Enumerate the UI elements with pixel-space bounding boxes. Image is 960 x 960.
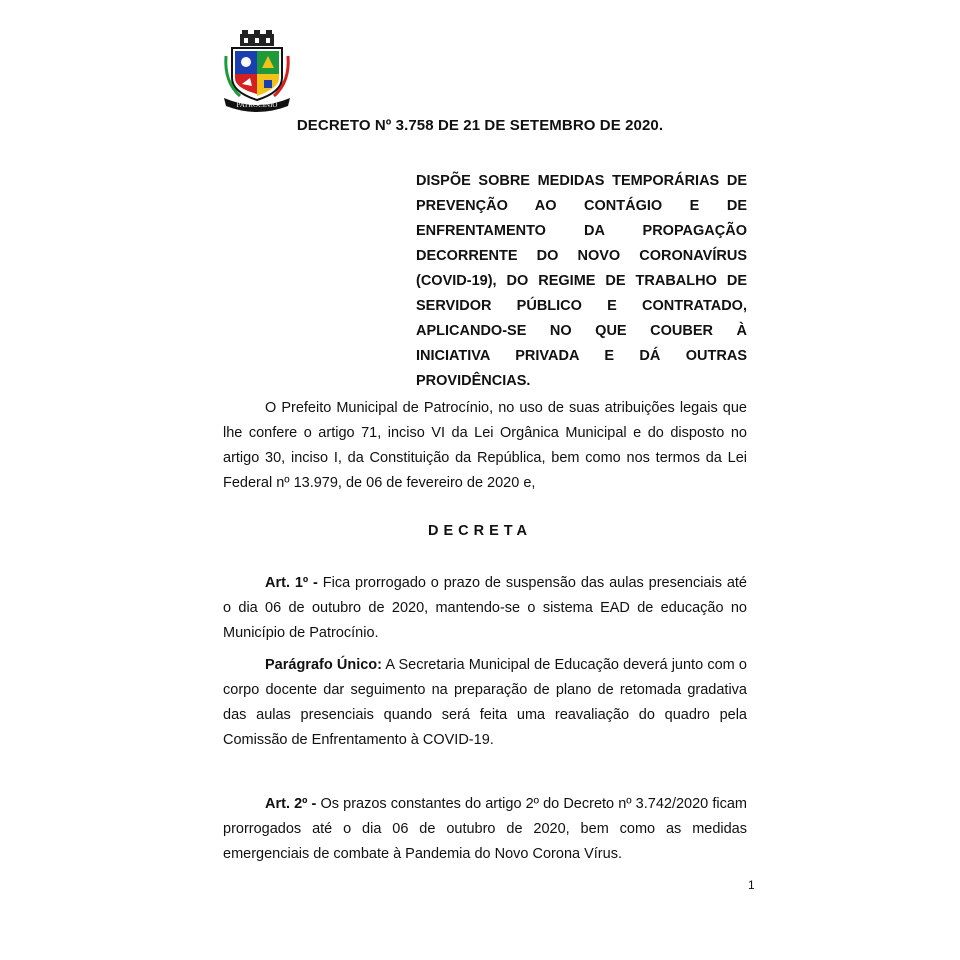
article-2-text: Os prazos constantes do artigo 2º do Decreto nº 3.742/2020 ficam prorrogados até o dia 06 de outubro de 2020, bem como as medidas emergenciais de combate à Pandemia do Novo Corona Vírus.: [223, 796, 748, 862]
municipal-crest-logo: [222, 30, 292, 112]
paragraph-unico-label: Parágrafo Único:: [265, 657, 382, 673]
paragraph-unico-text: A Secretaria Municipal de Educação deverá junto com o corpo docente dar seguimento na preparação de plano de retomada gradativa das aulas presenciais quando será feita uma reavaliação do quadro pela Comissão de Enfrentamento à COVID-19.: [223, 657, 747, 748]
decree-title: DECRETO Nº 3.758 DE 21 DE SETEMBRO DE 2020.: [296, 117, 664, 134]
article-1-text: Fica prorrogado o prazo de suspensão das aulas presenciais até o dia 06 de outubro de 2020, mantendo-se o sistema EAD de educação no Município de Patrocínio.: [223, 575, 747, 641]
article-2-label: Art. 2º -: [265, 796, 317, 812]
decreta-heading: DECRETA: [427, 523, 532, 539]
article-2: [223, 792, 747, 867]
preamble-paragraph: O Prefeito Municipal de Patrocínio, no uso de suas atribuições legais que lhe confere o artigo 71, inciso VI da Lei Orgânica Municipal e do disposto no artigo 30, inciso I, da Constituição da República, bem como nos termos da Lei Federal nº 13.979, de 06 de fevereiro de 2020 e,: [223, 400, 747, 491]
page-number: 1: [748, 878, 755, 892]
article-1-label: Art. 1º -: [265, 575, 318, 591]
crest-motto: PATROCÍNIO: [236, 101, 278, 109]
paragraph-unico: [223, 653, 747, 753]
decree-summary: DISPÕE SOBRE MEDIDAS TEMPORÁRIAS DE PREVENÇÃO AO CONTÁGIO E DE ENFRENTAMENTO DA PROPAGAÇÃO DECORRENTE DO NOVO CORONAVÍRUS (COVID-19), DO REGIME DE TRABALHO DE SERVIDOR PÚBLICO E CONTRATADO, APLICANDO-SE NO QUE COUBER À INICIATIVA PRIVADA E DÁ OUTRAS PROVIDÊNCIAS.: [416, 173, 747, 389]
article-1: [223, 571, 747, 646]
